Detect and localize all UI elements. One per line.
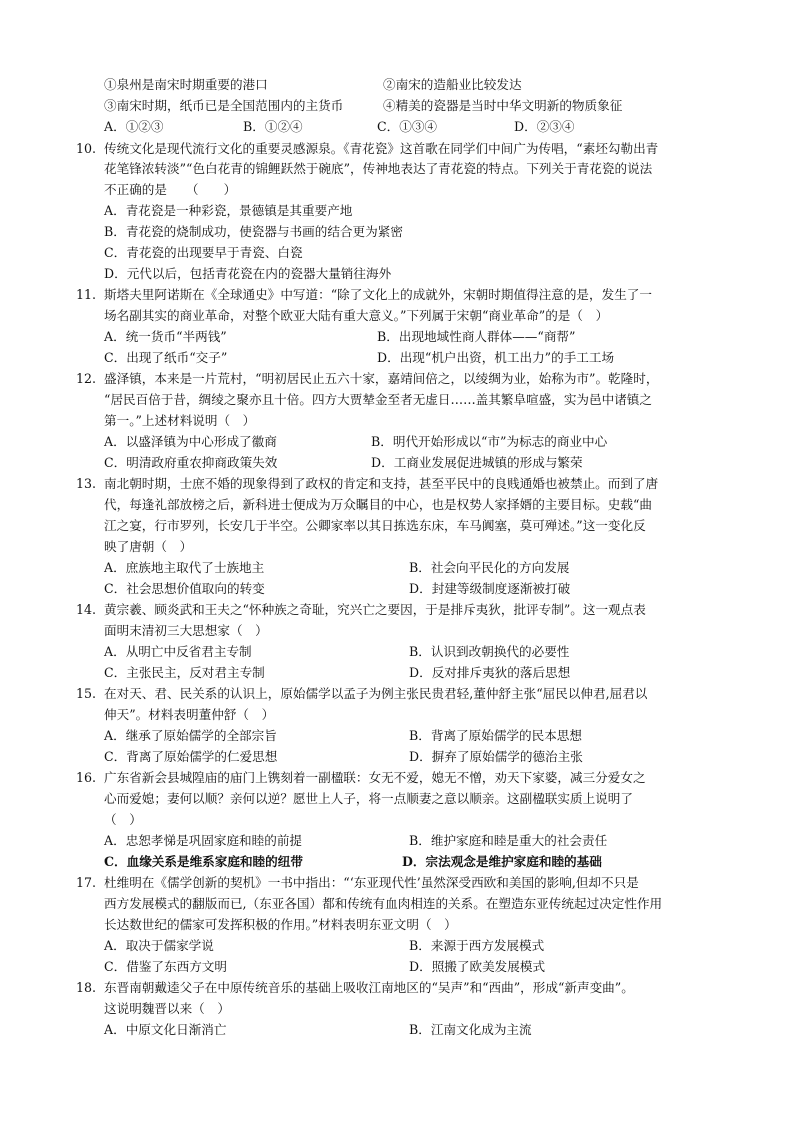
- q16-number: 16.: [76, 770, 97, 785]
- q9-statement-1: ①泉州是南宋时期重要的港口: [104, 77, 268, 92]
- q18-number: 18.: [76, 980, 97, 995]
- q10-option-c[interactable]: C．青花瓷的出现要早于青瓷、白瓷: [104, 245, 303, 260]
- q10-number: 10.: [76, 141, 97, 156]
- q16-option-a[interactable]: A．忠恕孝悌是巩固家庭和睦的前提: [104, 833, 303, 848]
- q16-stem-line-3: （ ）: [104, 812, 142, 827]
- q14-option-c[interactable]: C．主张民主，反对君主专制: [104, 665, 265, 680]
- q13-stem-line-3: 江之宴，行市罗列，长安几于半空。公卿家率以其日拣选东床，车马阗塞，莫可殚述。”这一变化反: [104, 518, 646, 533]
- q13-stem-line-2: 代，每逢礼部放榜之后，新科进士便成为万众瞩目的中心，也是权势人家择婿的主要目标。史载“曲: [104, 497, 652, 512]
- q13-option-d[interactable]: D．封建等级制度逐渐被打破: [409, 581, 571, 596]
- q18-stem-line-1: 东晋南朝戴逵父子在中原传统音乐的基础上吸收江南地区的“吴声”和“西曲”，形成“新声变曲”。: [104, 980, 634, 995]
- q17-stem-line-3: 长达数世纪的儒家可发挥积极的作用。”材料表明东亚文明（ ）: [104, 917, 457, 932]
- q17-stem-line-1: 杜维明在《儒学创新的契机》一书中指出：“‘东亚现代性’虽然深受西欧和美国的影响,但却不只是: [104, 875, 639, 890]
- q17-stem-line-2: 西方发展模式的翻版而已,（东亚各国）都和传统有血肉相连的关系。在塑造东亚传统起过决定性作用: [104, 896, 663, 911]
- q16-stem-line-1: 广东省新会县城隍庙的庙门上镌刻着一副楹联：女无不爱，媳无不憎，劝天下家婆，减三分爱女之: [104, 770, 646, 785]
- q9-option-a[interactable]: A．①②③: [104, 119, 164, 134]
- q11-option-c[interactable]: C．出现了纸币“交子”: [104, 350, 228, 365]
- q10-option-d[interactable]: D．元代以后，包括青花瓷在内的瓷器大量销往海外: [104, 266, 392, 281]
- q16-option-b[interactable]: B．维护家庭和睦是重大的社会责任: [409, 833, 608, 848]
- q15-option-b[interactable]: B．背离了原始儒学的民本思想: [409, 728, 582, 743]
- q10-stem-line-2: 花笔锋浓转淡”“色白花青的锦鲤跃然于碗底”，传神地表达了青花瓷的特点。下列关于青花瓷的说法: [104, 161, 653, 176]
- q10-option-a[interactable]: A．青花瓷是一种彩瓷，景德镇是其重要产地: [104, 203, 353, 218]
- q11-stem-line-1: 斯塔夫里阿诺斯在《全球通史》中写道：“除了文化上的成就外，宋朝时期值得注意的是，发生了一: [104, 287, 652, 302]
- q18-option-b[interactable]: B．江南文化成为主流: [409, 1022, 532, 1037]
- q10-stem-line-1: 传统文化是现代流行文化的重要灵感源泉。《青花瓷》这首歌在同学们中间广为传唱，“素坯勾勒出青: [104, 141, 659, 156]
- q10-option-b[interactable]: B．青花瓷的烧制成功，使瓷器与书画的结合更为紧密: [104, 224, 403, 239]
- q9-statement-2: ②南宋的造船业比较发达: [383, 77, 522, 92]
- q11-stem-line-2: 场名副其实的商业革命，对整个欧亚大陆有重大意义。”下列属于宋朝“商业革命”的是（ ）: [104, 308, 609, 323]
- q14-stem-line-1: 黄宗羲、顾炎武和王夫之“怀种族之奇耻，究兴亡之要因，于是排斥夷狄，批评专制”。这一观点表: [104, 602, 646, 617]
- q15-option-c[interactable]: C．背离了原始儒学的仁爱思想: [104, 749, 278, 764]
- q12-stem-line-3: 第一。”上述材料说明（ ）: [104, 413, 256, 428]
- q13-option-b[interactable]: B．社会向平民化的方向发展: [409, 560, 570, 575]
- q9-option-b[interactable]: B．①②④: [243, 119, 303, 134]
- q12-stem-line-2: “居民百倍于昔，绸绫之聚亦且十倍。四方大贾辇金至者无虚日……盖其繁阜喧盛，实为邑中诸镇之: [104, 392, 652, 407]
- q14-number: 14.: [76, 602, 97, 617]
- q11-option-d[interactable]: D．出现“机户出资，机工出力”的手工工场: [377, 350, 615, 365]
- q11-option-b[interactable]: B．出现地域性商人群体——“商帮”: [377, 329, 576, 344]
- q11-option-a[interactable]: A．统一货币“半两钱”: [104, 329, 227, 344]
- q12-option-a[interactable]: A．以盛泽镇为中心形成了徽商: [104, 434, 277, 449]
- q13-option-a[interactable]: A．庶族地主取代了士族地主: [104, 560, 265, 575]
- q14-option-a[interactable]: A．从明亡中反省君主专制: [104, 644, 252, 659]
- q12-number: 12.: [76, 371, 97, 386]
- q15-stem-line-1: 在对天、君、民关系的认识上，原始儒学以孟子为例主张民贵君轻,董仲舒主张“屈民以伸君,屈君以: [104, 686, 648, 701]
- q14-stem-line-2: 面明末清初三大思想家（ ）: [104, 623, 268, 638]
- q15-option-a[interactable]: A．继承了原始儒学的全部宗旨: [104, 728, 277, 743]
- q15-number: 15.: [76, 686, 97, 701]
- q13-number: 13.: [76, 476, 97, 491]
- q17-option-c[interactable]: C．借鉴了东西方文明: [104, 959, 227, 974]
- q9-option-c[interactable]: C．①③④: [377, 119, 438, 134]
- q14-option-d[interactable]: D．反对排斥夷狄的落后思想: [409, 665, 571, 680]
- q13-stem-line-1: 南北朝时期，士庶不婚的现象得到了政权的肯定和支持，甚至平民中的良贱通婚也被禁止。而到了唐: [104, 476, 659, 491]
- q9-statement-3: ③南宋时期，纸币已是全国范围内的主货币: [104, 98, 344, 113]
- q15-option-d[interactable]: D．摒弃了原始儒学的德治主张: [409, 749, 583, 764]
- q18-stem-line-2: 这说明魏晋以来（ ）: [104, 1001, 230, 1016]
- q17-option-d[interactable]: D．照搬了欧美发展模式: [409, 959, 546, 974]
- q17-number: 17.: [76, 875, 97, 890]
- q9-option-d[interactable]: D．②③④: [514, 119, 575, 134]
- q12-option-d[interactable]: D．工商业发展促进城镇的形成与繁荣: [371, 455, 583, 470]
- q13-option-c[interactable]: C．社会思想价值取向的转变: [104, 581, 265, 596]
- q16-option-c[interactable]: C．血缘关系是维系家庭和睦的纽带: [104, 854, 303, 869]
- q17-option-b[interactable]: B．来源于西方发展模式: [409, 938, 545, 953]
- q15-stem-line-2: 伸天”。材料表明董仲舒（ ）: [104, 707, 275, 722]
- q18-option-a[interactable]: A．中原文化日渐消亡: [104, 1022, 227, 1037]
- q12-option-b[interactable]: B．明代开始形成以“市”为标志的商业中心: [371, 434, 608, 449]
- q17-option-a[interactable]: A．取决于儒家学说: [104, 938, 214, 953]
- q13-stem-line-4: 映了唐朝（ ）: [104, 539, 193, 554]
- q11-number: 11.: [76, 287, 97, 302]
- q16-option-d[interactable]: D．宗法观念是维护家庭和睦的基础: [402, 854, 602, 869]
- q12-stem-line-1: 盛泽镇，本来是一片荒村，“明初居民止五六十家，嘉靖间倍之，以绫绸为业，始称为市”。乾隆时，: [104, 371, 659, 386]
- q10-stem-line-3: 不正确的是 （ ）: [104, 182, 237, 197]
- q9-statement-4: ④精美的瓷器是当时中华文明新的物质象征: [383, 98, 623, 113]
- q16-stem-line-2: 心而爱媳；妻何以顺？亲何以逆？愿世上人子，将一点顺妻之意以顺亲。这副楹联实质上说明了: [104, 791, 633, 806]
- q12-option-c[interactable]: C．明清政府重农抑商政策失效: [104, 455, 278, 470]
- q14-option-b[interactable]: B．认识到改朝换代的必要性: [409, 644, 570, 659]
